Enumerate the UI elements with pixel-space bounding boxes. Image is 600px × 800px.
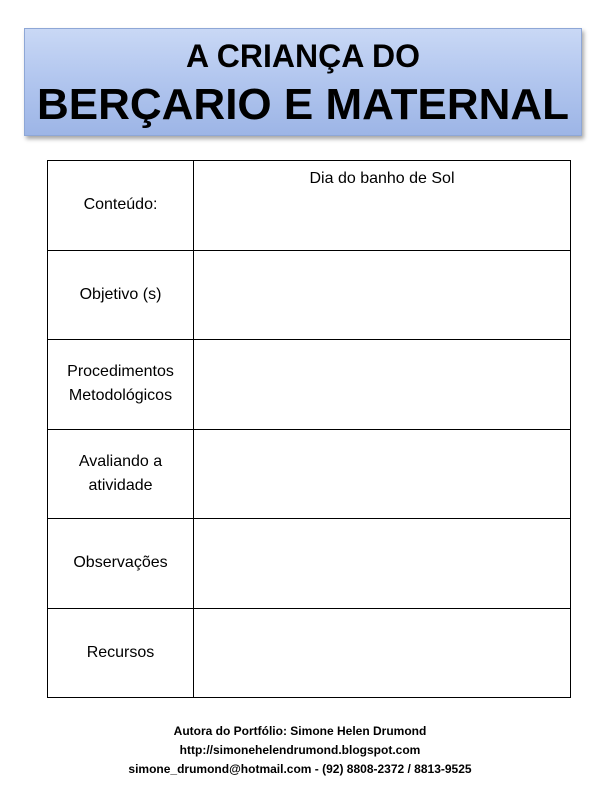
row-value: [194, 251, 570, 257]
row-label-cell: [48, 519, 194, 609]
row-value: [194, 430, 570, 436]
row-label-cell: [48, 161, 194, 251]
footer-author: Autora do Portfólio: Simone Helen Drumond: [173, 724, 427, 738]
row-label: Conteúdo:: [83, 196, 158, 214]
table-row-observacoes: [48, 519, 571, 609]
row-value-cell: [194, 429, 571, 519]
row-value-cell: [194, 161, 571, 251]
table-row-procedimentos: [48, 340, 571, 430]
row-value-cell: [194, 519, 571, 609]
row-label-cell: [48, 250, 194, 340]
table-row-objetivo: [48, 250, 571, 340]
row-label-cell: [48, 429, 194, 519]
row-value-cell: [194, 608, 571, 698]
footer-credits: [0, 722, 600, 779]
row-label: Procedimentos Metodológicos: [67, 363, 174, 405]
title-banner: [24, 28, 582, 136]
row-label-cell: [48, 608, 194, 698]
lesson-plan-table: [47, 160, 571, 698]
row-label: Observações: [73, 554, 168, 572]
footer-blog-link[interactable]: http://simonehelendrumond.blogspot.com: [179, 743, 421, 757]
table-row-avaliando: [48, 429, 571, 519]
row-value: [194, 609, 570, 615]
row-value: [194, 519, 570, 525]
table-row-recursos: [48, 608, 571, 698]
table-row-conteudo: [48, 161, 571, 251]
row-label: Objetivo (s): [79, 285, 162, 303]
row-value-cell: [194, 340, 571, 430]
title-line-1: A CRIANÇA DO: [185, 38, 421, 74]
row-value: Dia do banho de Sol: [309, 170, 455, 187]
title-line-2: BERÇARIO E MATERNAL: [36, 80, 570, 129]
row-label-cell: [48, 340, 194, 430]
row-value: [194, 340, 570, 346]
row-label: Recursos: [86, 643, 155, 661]
row-value-cell: [194, 250, 571, 340]
footer-contact: simone_drumond@hotmail.com - (92) 8808-2372 / 8813-9525: [128, 762, 472, 776]
row-label: Avaliando a atividade: [78, 452, 163, 494]
